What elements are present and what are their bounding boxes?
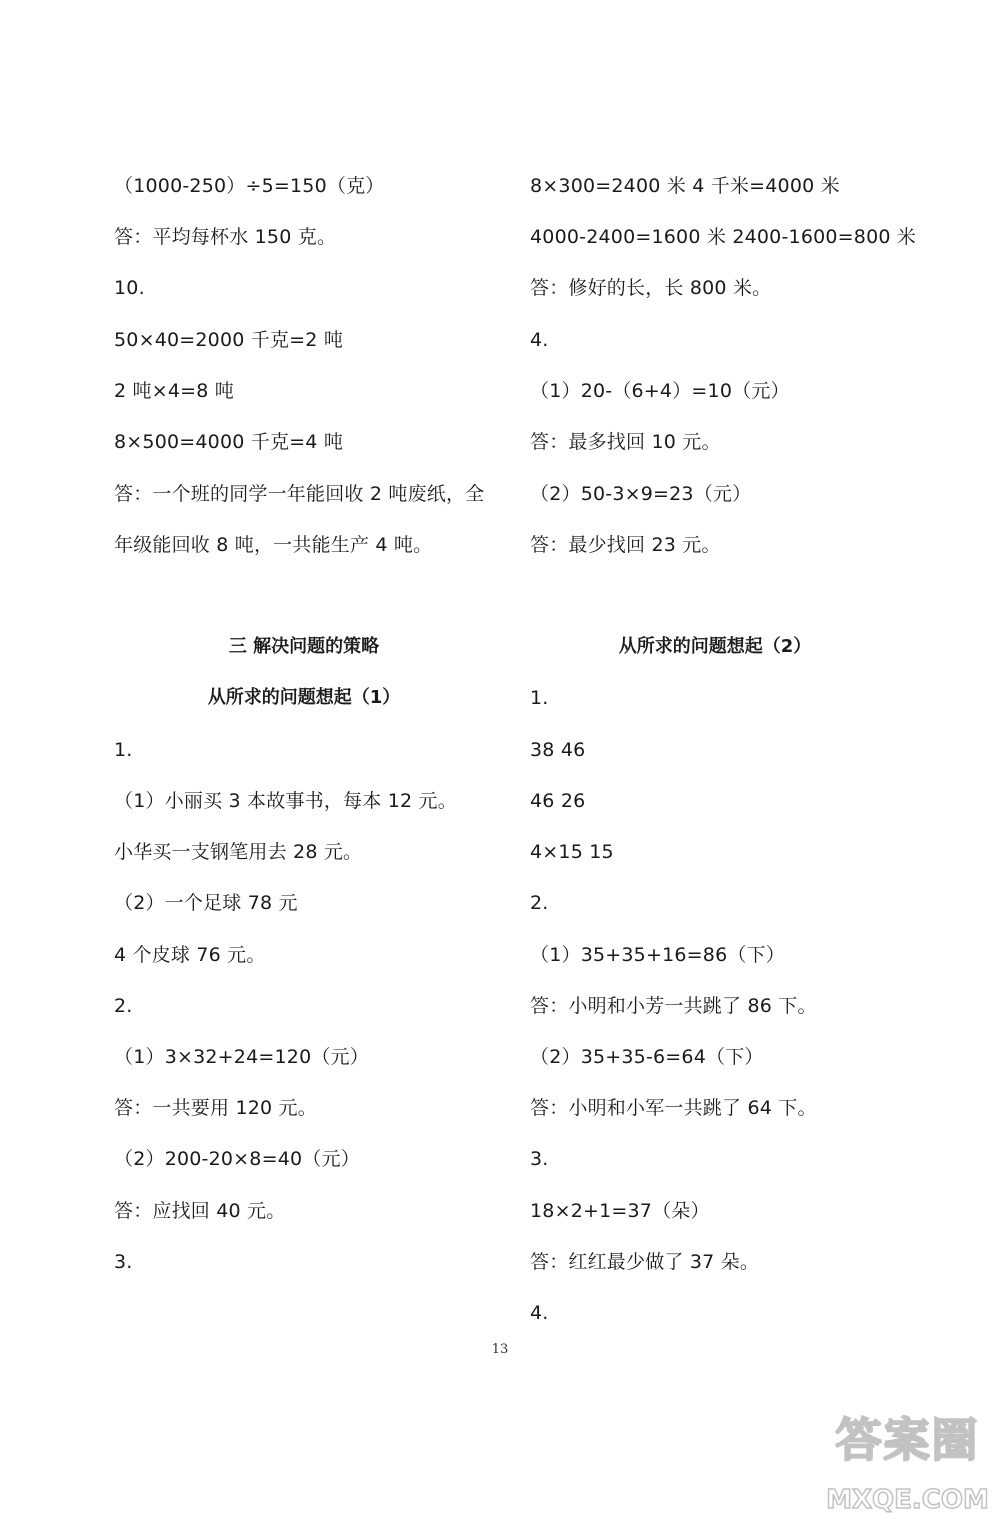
answer-line: 答：修好的长，长 800 米。	[530, 277, 772, 299]
answer-line: 46 26	[530, 790, 586, 812]
question-number: 2.	[114, 995, 133, 1017]
section-title: 三 解决问题的策略	[228, 636, 380, 657]
watermark-url: MXQE.COM	[826, 1485, 989, 1515]
answer-line: 4 个皮球 76 元。	[114, 944, 266, 966]
answer-line: 答：红红最少做了 37 朵。	[530, 1251, 760, 1273]
answer-line: （1）35+35+16=86（下）	[530, 944, 785, 966]
answer-line: （1000-250）÷5=150（克）	[114, 175, 385, 197]
question-number: 4.	[530, 1302, 549, 1324]
answer-line: 4000-2400=1600 米 2400-1600=800 米	[530, 226, 917, 248]
answer-line: 8×300=2400 米 4 千米=4000 米	[530, 175, 840, 197]
question-number: 10.	[114, 277, 145, 299]
answer-line: 答：最少找回 23 元。	[530, 534, 721, 556]
answer-line: 答：应找回 40 元。	[114, 1200, 286, 1222]
question-number: 1.	[114, 739, 133, 761]
answer-line: （1）小丽买 3 本故事书，每本 12 元。	[114, 790, 457, 812]
answer-line: 4×15 15	[530, 841, 614, 863]
answer-line: 2 吨×4=8 吨	[114, 380, 234, 402]
answer-line: 答：小明和小军一共跳了 64 下。	[530, 1097, 817, 1119]
question-number: 3.	[114, 1251, 133, 1273]
watermark-text: 答案圈	[835, 1413, 980, 1467]
answer-line: （1）20-（6+4）=10（元）	[530, 380, 790, 402]
answer-line: 8×500=4000 千克=4 吨	[114, 431, 344, 453]
answer-line: 答：最多找回 10 元。	[530, 431, 721, 453]
question-number: 2.	[530, 892, 549, 914]
subsection-title: 从所求的问题想起（2）	[618, 636, 812, 657]
subsection-title: 从所求的问题想起（1）	[207, 687, 401, 708]
answer-line: 答：一个班的同学一年能回收 2 吨废纸，全	[114, 483, 485, 505]
question-number: 1.	[530, 687, 549, 709]
answer-line: 年级能回收 8 吨，一共能生产 4 吨。	[114, 534, 433, 556]
answer-line: 答：平均每杯水 150 克。	[114, 226, 337, 248]
answer-line: （2）35+35-6=64（下）	[530, 1046, 764, 1068]
answer-line: 50×40=2000 千克=2 吨	[114, 329, 344, 351]
answer-line: 答：一共要用 120 元。	[114, 1097, 317, 1119]
answer-line: （2）一个足球 78 元	[114, 892, 298, 914]
answer-line: 答：小明和小芳一共跳了 86 下。	[530, 995, 817, 1017]
watermark-logo	[820, 1405, 995, 1523]
answer-line: 38 46	[530, 739, 586, 761]
answer-line: （1）3×32+24=120（元）	[114, 1046, 369, 1068]
answer-line: 18×2+1=37（朵）	[530, 1200, 710, 1222]
question-number: 3.	[530, 1148, 549, 1170]
question-number: 4.	[530, 329, 549, 351]
answer-line: （2）50-3×9=23（元）	[530, 483, 752, 505]
answer-line: 小华买一支钢笔用去 28 元。	[114, 841, 363, 863]
page-number: 13	[491, 1342, 509, 1357]
answer-line: （2）200-20×8=40（元）	[114, 1148, 360, 1170]
